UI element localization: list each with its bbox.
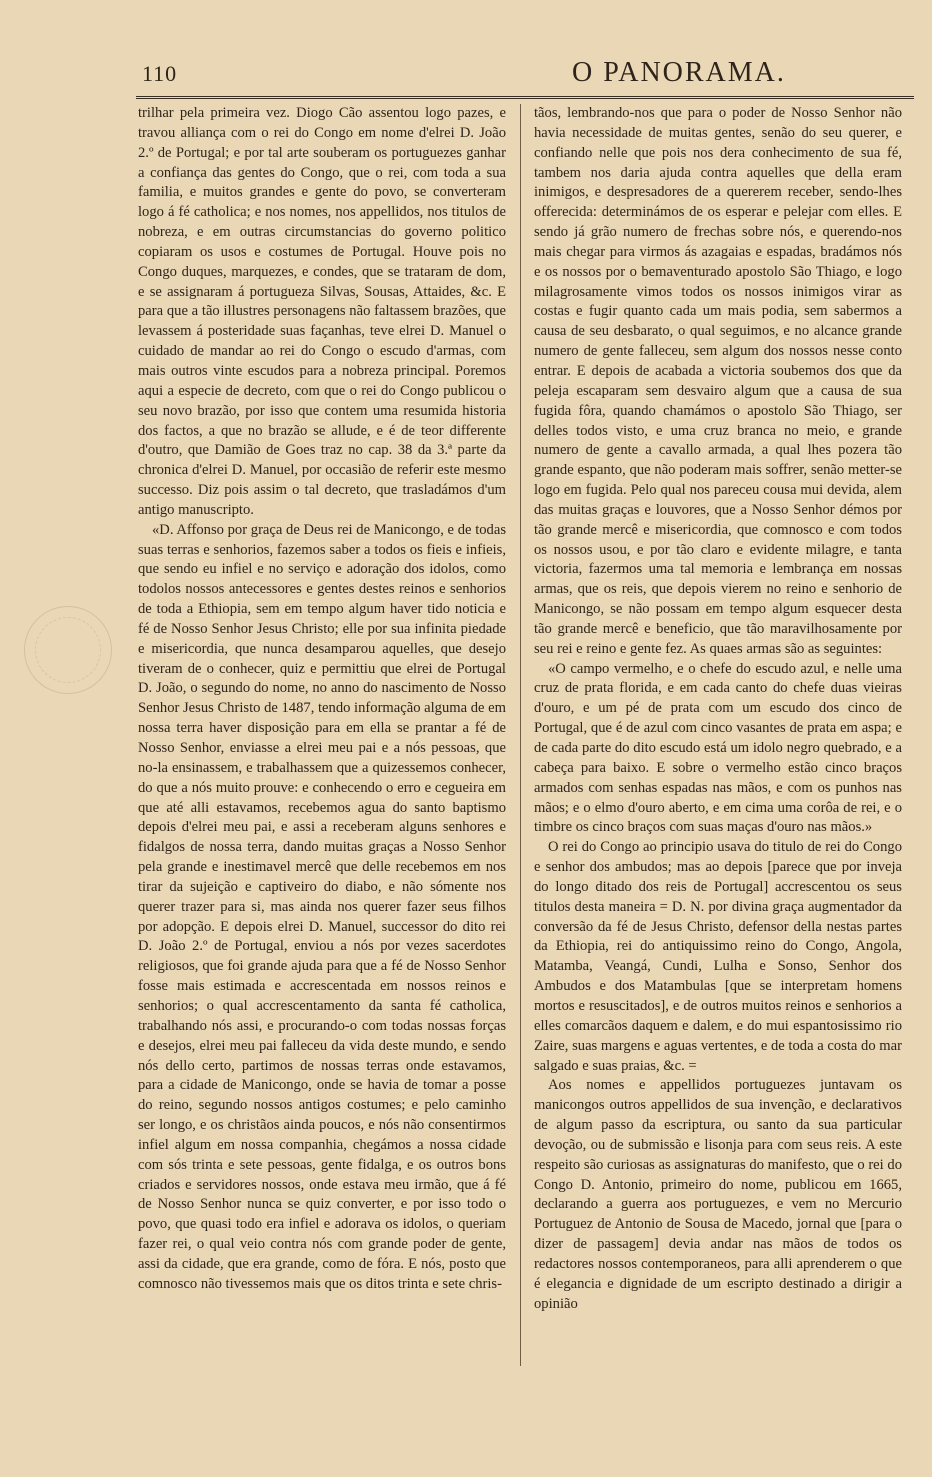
paragraph: «D. Affonso por graça de Deus rei de Manicongo, e de todas suas terras e senhorios, fazemos saber a todos os fieis e infieis, que sendo eu infiel e no serviço e adoração dos idolos, como todolos nossos antecessores e gentes destes reinos e senhorios de toda a Ethiopia, sem em tempo algum haver tido noticia e fé de Nosso Senhor Jesus Christo; elle por sua infinita piedade e misericordia, que nunca desamparou aquelles, que desejo tiveram de o conhecer, quiz e permittiu que elrei de Portugal D. João, o segundo do nome, no anno do nascimento de Nosso Senhor Jesus Christo de 1487, tendo informação alguma de em nossa terra haver disposição para em ella se prantar a fé de Nosso Senhor, enviasse a elrei meu pai e a nós pessoas, que no-la ensinassem, e trabalhassem que a quizessemos conhecer, do que a nós muito prouve: e conhecendo o erro e cegueira em que até alli estavamos, recebemos agua do santo baptismo depois d'elrei meu pai, e assi a receberam alguns senhores e fidalgos de nossa terra, dando muitas graças a Nosso Senhor pela grande e inestimavel mercê que delle recebemos em nos tirar da sujeição e captiveiro do diabo, e não sómente nos querer trazer para si, mas ainda nos querer fazer seus filhos por adopção. E depois elrei D. Manuel, successor do dito rei D. João 2.º de Portugal, enviou a nós por vezes sacerdotes religiosos, que foi grande ajuda para que a fé de Nosso Senhor fosse mais estimada e accrescentada em nossos reinos e senhorios; o qual accrescentamento da santa fé catholica, trabalhando nós assi, e procurando-o com todas nossas forças e desejos, elrei meu pai falleceu da vida deste mundo, e sendo nós dello certo, partimos de nossas terras onde estavamos, para a cidade de Manicongo, onde se havia de tomar a posse do reino, segundo nossos antigos costumes; e pelo caminho ser longo, e os christãos ainda poucos, e nós não consentirmos infiel algum em nossa companhia, chegámos a nossa cidade com sós trinta e sete pessoas, gente fidalga, e os outros bons criados e servidores nossos, onde estava meu irmão, que á fé de Nosso Senhor nunca se quiz converter, e por isso todo o povo, que quasi todo era infiel e adorava os idolos, o queriam fazer rei, o qual veio contra nós com grande poder de gente, assi da cidade, que era grande, como de fóra. E nós, posto que comnosco não tivessemos mais que os ditos trinta e sete chris- xyxy=(138,521,506,1292)
library-stamp xyxy=(24,606,112,694)
right-column xyxy=(534,104,902,1366)
page-header xyxy=(136,55,914,95)
page-number: 110 xyxy=(142,61,178,86)
paragraph: Aos nomes e appellidos portuguezes juntavam os manicongos outros appellidos de sua invenção, e declarativos de algum passo da escriptura, ou santo da sua particular devoção, ou de submissão e lisonja para com seus reis. A este respeito são curiosas as assignaturas do manifesto, que o rei do Congo D. Antonio, primeiro do nome, publicou em 1665, declarando a guerra aos portuguezes, e vem no Mercurio Portuguez de Antonio de Sousa de Macedo, jornal que [para o dizer de passagem] devia andar nas mãos de todos os redactores nossos contemporaneos, para alli aprenderem o que é elegancia e dignidade de um escripto destinado a dirigir a opinião xyxy=(534,1077,902,1312)
paragraph: «O campo vermelho, e o chefe do escudo azul, e nelle uma cruz de prata florida, e em cada canto do chefe duas vieiras d'ouro, e um pé de prata com um escudo dos cinco de Portugal, que é de azul com cinco vasantes de prata em aspa; e de cada parte do dito escudo está um idolo negro quebrado, e a cabeça para baixo. E sobre o vermelho estão cinco braços armados com senhas espadas nas mãos, e com os punhos nas mãos; e o elmo d'ouro aberto, e em cima uma corôa de rei, e o timbre os cinco braços com suas maças d'ouro nas mãos.» xyxy=(534,660,902,836)
left-column xyxy=(138,104,506,1366)
column-divider xyxy=(520,104,521,1366)
header-rule xyxy=(136,96,914,99)
paragraph: tãos, lembrando-nos que para o poder de Nosso Senhor não havia necessidade de muitas gentes, senão do seu querer, e confiando nelle que pois nos dera conhecimento de sua fé, tambem nos daria ajuda contra aquelles que della eram inimigos, e despresadores de a quererem receber, sendo-lhes offerecida: determinámos de os esperar e pelejar com elles. E sendo já grão numero de frechas sobre nós, e querendo-nos mais chegar para virmos ás azagaias e espadas, bradámos nós e os nossos por o bemaventurado apostolo São Thiago, e logo milagrosamente vimos todos os nossos inimigos virar as costas e fugir quanto cada um mais podia, sem sabermos a causa de seu desbarato, o qual seguimos, e no alcance grande numero de gente falleceu, sem algum dos nossos nesse conto entrar. E depois de acabada a victoria soubemos dos que da peleja escaparam sem desvairo algum que a causa de sua fugida fôra, quando chamámos o apostolo São Thiago, ser delles todos visto, e uma cruz branca no meio, e grande numero de gente a cavallo armada, a qual lhes pozera tão grande espanto, que não poderam mais soffrer, senão metter-se logo em fugida. Pelo qual nos pareceu cousa mui devida, alem das muitas graças e louvores, que a Nosso Senhor démos por tão grande mercê e misericordia, que comnosco e com todos os nossos usou, e por tão claro e evidente milagre, e tanta victoria, fazermos uma tal memoria e lembrança em nossas armas, que os reis, que depois vierem no reino e senhorio de Manicongo, se não possam em tempo algum esquecer desta tão grande mercê e beneficio, que tão maravilhosamente por seu rei e reino e gente fez. As quaes armas são as seguintes: xyxy=(534,105,902,657)
paragraph: O rei do Congo ao principio usava do titulo de rei do Congo e senhor dos ambudos; mas ao depois [parece que por inveja do longo ditado dos reis de Portugal] accrescentou os seus titulos desta maneira = D. N. por divina graça augmentador da conversão da fé de Jesus Christo, defensor della nestas partes da Ethiopia, rei do antiquissimo reino do Congo, Angola, Matamba, Veangá, Cundi, Lulha e Sonso, Senhor dos Ambudos e dos Matambulas [que se interpretam homens mortos e resuscitados], e de outros muitos reinos e senhorios a elles comarcãos daquem e dalem, e do mui espantosissimo rio Zaire, suas margens e aguas vertentes, e de toda a costa do mar salgado e suas praias, &c. = xyxy=(534,839,902,1074)
journal-title: O PANORAMA. xyxy=(572,57,786,88)
paragraph: trilhar pela primeira vez. Diogo Cão assentou logo pazes, e travou alliança com o rei do Congo em nome d'elrei D. João 2.º de Portugal; e por tal arte souberam os portuguezes ganhar a confiança das gentes do Congo, que o rei, com toda a sua familia, e muitos grandes e gente do povo, se converteram logo á fé catholica; e nos nomes, nos appellidos, nos titulos de nobreza, e em outras circumstancias do governo politico copiaram os usos e costumes de Portugal. Houve pois no Congo duques, marquezes, e condes, que se trataram de dom, e se assignaram á portugueza Silvas, Sousas, Attaides, &c. E para que a tão illustres personagens não faltassem brazões, que levassem á posteridade suas façanhas, teve elrei D. Manuel o cuidado de mandar ao rei do Congo o escudo d'armas, com mais outros vinte escudos para a nobreza principal. Poremos aqui a especie de decreto, com que o rei do Congo publicou o seu novo brazão, por isso que contem uma resumida historia dos factos, a que no brazão se allude, e é de teor differente d'outro, que Damião de Goes traz no cap. 38 da 3.ª parte da chronica d'elrei D. Manuel, por occasião de referir este mesmo successo. Diz pois assim o tal decreto, que trasladámos d'um antigo manuscripto. xyxy=(138,105,506,518)
